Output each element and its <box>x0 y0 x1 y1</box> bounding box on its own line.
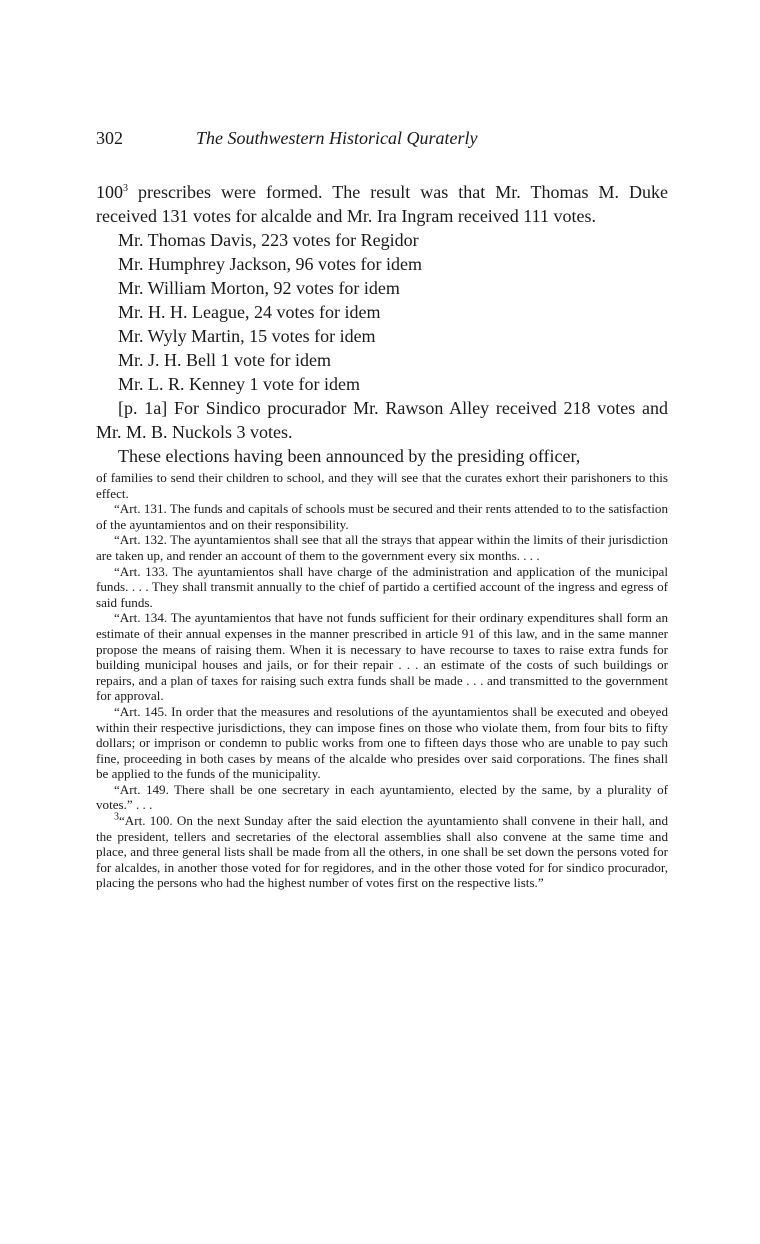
page <box>96 128 668 891</box>
opening-article-number: 100 <box>96 182 123 202</box>
running-header <box>96 128 668 156</box>
sindico-paragraph: [p. 1a] For Sindico procurador Mr. Rawson Alley received 218 votes and Mr. M. B. Nuckols 3 votes. <box>96 398 668 442</box>
vote-line: Mr. J. H. Bell 1 vote for idem <box>118 350 331 370</box>
page-number: 302 <box>96 128 123 148</box>
footnote-3-text: “Art. 100. On the next Sunday after the said election the ayuntamiento shall convene in their hall, and the president, tellers and secretaries of the electoral assemblies shall also convene at the same time and place, and three general lists shall be made from all the others, in one shall be set down the persons voted for for alcaldes, in another those voted for for regidores, and in the other those voted for for sindico procurador, placing the persons who had the highest number of votes first on the respective lists.” <box>96 813 668 891</box>
footnote-3 <box>96 813 668 891</box>
vote-line: Mr. William Morton, 92 votes for idem <box>118 278 400 298</box>
footnote-article: “Art. 145. In order that the measures and resolutions of the ayuntamientos shall be executed and obeyed within their respective jurisdictions, they can impose fines on those who violate them, from four bits to fifty dollars; or imprison or condemn to public works from one to fifteen days those who are unable to pay such fine, proceeding in both cases by means of the alcalde who presides over said corporations. The fines shall be applied to the funds of the municipality. <box>96 703 668 782</box>
vote-line: Mr. Wyly Martin, 15 votes for idem <box>118 326 376 346</box>
vote-line: Mr. H. H. League, 24 votes for idem <box>118 302 381 322</box>
footnotes <box>96 470 668 891</box>
running-title: The Southwestern Historical Quraterly <box>196 128 478 148</box>
opening-paragraph <box>96 180 668 228</box>
footnote-3-mark: 3 <box>114 811 119 823</box>
footnote-continuation: of families to send their children to school, and they will see that the curates exhort their parishoners to this effect. <box>96 470 668 501</box>
vote-line: Mr. Thomas Davis, 223 votes for Regidor <box>118 230 419 250</box>
footnote-ref-3: 3 <box>123 183 128 194</box>
main-text <box>96 180 668 468</box>
footnote-article: “Art. 149. There shall be one secretary in each ayuntamiento, elected by the same, by a plurality of votes.” . . . <box>96 781 668 813</box>
vote-line: Mr. L. R. Kenney 1 vote for idem <box>118 374 360 394</box>
closing-paragraph: These elections having been announced by the presiding officer, <box>118 446 581 466</box>
vote-line: Mr. Humphrey Jackson, 96 votes for idem <box>118 254 422 274</box>
footnote-article: “Art. 132. The ayuntamientos shall see that all the strays that appear within the limits of their jurisdiction are taken up, and render an account of them to the government every six months. . . . <box>96 532 668 563</box>
footnote-article: “Art. 134. The ayuntamientos that have not funds sufficient for their ordinary expenditures shall form an estimate of their annual expenses in the manner prescribed in article 91 of this law, and in the same manner propose the means of raising them. When it is necessary to have recourse to taxes to raise extra funds for building municipal houses and jails, or for their repair . . . an estimate of the costs of such buildings or repairs, and a plan of taxes for raising such extra funds shall be made . . . and transmitted to the government for approval. <box>96 610 668 704</box>
footnote-article: “Art. 133. The ayuntamientos shall have charge of the administration and application of the municipal funds. . . . They shall transmit annually to the chief of partido a certified account of the ingress and egress of said funds. <box>96 563 668 610</box>
opening-paragraph-text: prescribes were formed. The result was that Mr. Thomas M. Duke received 131 votes for alcalde and Mr. Ira Ingram received 111 votes. <box>96 182 668 226</box>
footnote-article: “Art. 131. The funds and capitals of schools must be secured and their rents attended to to the satisfaction of the ayuntamientos and on their responsibility. <box>96 501 668 532</box>
